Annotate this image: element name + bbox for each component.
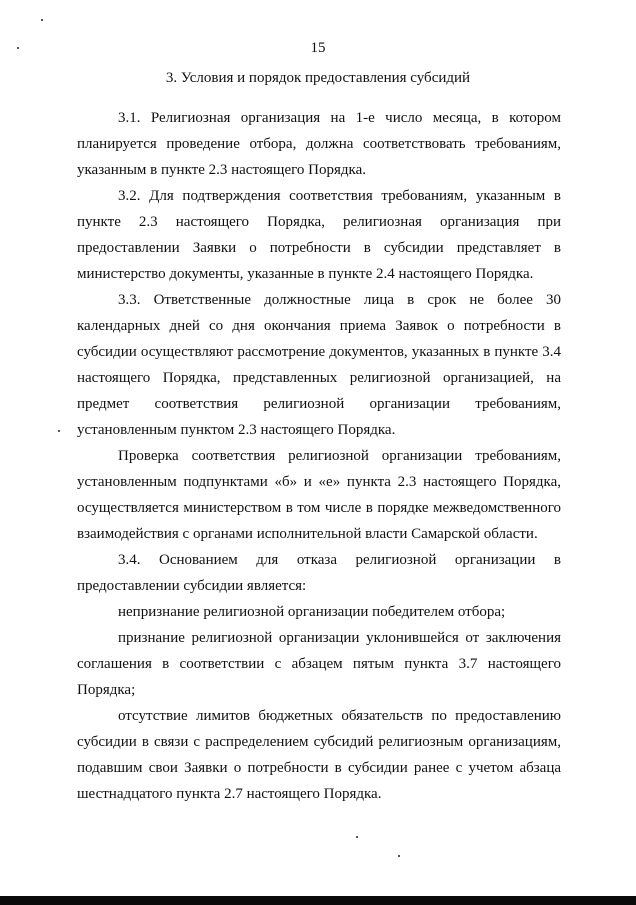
page-number: 15 bbox=[310, 40, 326, 56]
scan-speck bbox=[17, 47, 19, 49]
scan-speck bbox=[41, 19, 43, 21]
paragraph-3-2: 3.2. Для подтверждения соответствия требованиям, указанным в пункте 2.3 настоящего Порядка, религиозная организация при предоставлении Заявки о потребности в субсидии представляет в министерство документы, указанные в пункте 2.4 настоящего Порядка. bbox=[77, 188, 561, 282]
refusal-ground-3: отсутствие лимитов бюджетных обязательств по предоставлению субсидии в связи с распределением субсидий религиозным организациям, подавшим свои Заявки о потребности в субсидии ранее с учетом абзаца шестнадцатого пункта 2.7 настоящего Порядка. bbox=[77, 708, 561, 802]
section-title: 3. Условия и порядок предоставления субсидий bbox=[165, 70, 471, 86]
refusal-ground-1: непризнание религиозной организации победителем отбора; bbox=[118, 604, 506, 620]
paragraph-verification: Проверка соответствия религиозной организации требованиям, установленным подпунктами «б» и «е» пункта 2.3 настоящего Порядка, осуществляется министерством в том числе в порядке межведомственного взаимодействия с органами исполнительной власти Самарской области. bbox=[77, 448, 561, 542]
section-body bbox=[77, 105, 561, 807]
paragraph-3-4: 3.4. Основанием для отказа религиозной организации в предоставлении субсидии является: bbox=[77, 552, 561, 594]
scan-bottom-edge bbox=[0, 896, 636, 905]
paragraph-3-1: 3.1. Религиозная организация на 1-е число месяца, в котором планируется проведение отбора, должна соответствовать требованиям, указанным в пункте 2.3 настоящего Порядка. bbox=[77, 110, 561, 178]
scan-speck bbox=[58, 430, 60, 432]
scan-speck bbox=[356, 836, 358, 838]
refusal-ground-2: признание религиозной организации уклонившейся от заключения соглашения в соответствии с абзацем пятым пункта 3.7 настоящего Порядка; bbox=[77, 630, 561, 698]
scan-speck bbox=[398, 855, 400, 857]
paragraph-3-3: 3.3. Ответственные должностные лица в срок не более 30 календарных дней со дня окончания приема Заявок о потребности в субсидии осуществляют рассмотрение документов, указанных в пункте 3.4 настоящего Порядка, представленных религиозной организацией, на предмет соответствия религиозной организации требованиям, установленным пунктом 2.3 настоящего Порядка. bbox=[77, 292, 561, 438]
